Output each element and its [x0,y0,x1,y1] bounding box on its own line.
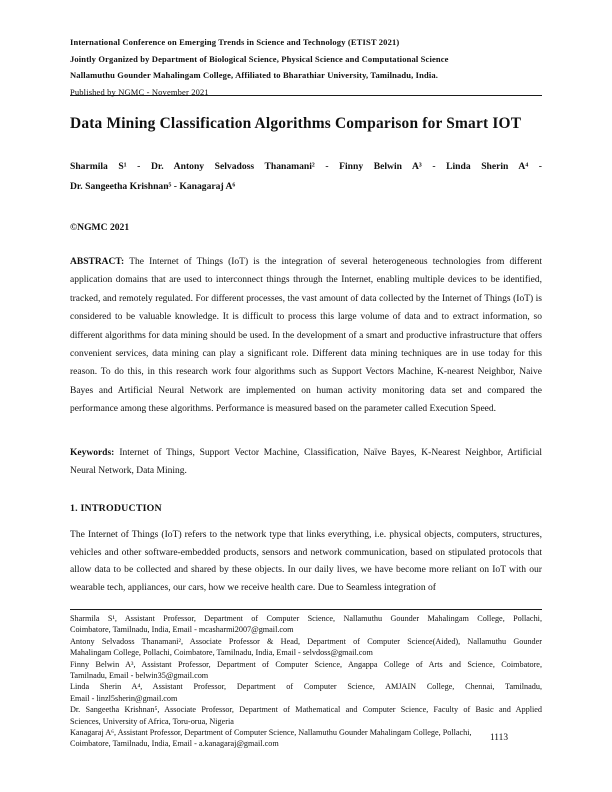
abstract-paragraph [70,253,542,419]
organizer-line: Jointly Organized by Department of Biological Science, Physical Science and Computational Science [70,53,449,64]
publisher-line: Published by NGMC - November 2021 [70,86,209,97]
section-heading-introduction: 1. INTRODUCTION [70,503,162,514]
abstract-label: ABSTRACT: [70,257,125,267]
keywords-label: Keywords: [70,448,115,458]
footnote-line: Coimbatore, Tamilnadu, India, Email - a.kanagaraj@gmail.com [70,739,279,749]
footnotes-block [70,613,542,750]
copyright-notice: ©NGMC 2021 [70,222,130,233]
footnote-line: Antony Selvadoss Thanamani², Associate Professor & Head, Department of Computer Science(Aided), Nallamuthu Gounder [70,636,542,646]
footnote-divider [70,609,542,610]
keywords-paragraph [70,444,542,481]
footnote-line: Sharmila S¹, Assistant Professor, Department of Computer Science, Nallamuthu Gounder Mahalingam College, Pollachi, [70,614,542,623]
author-list [70,157,542,196]
abstract-text: The Internet of Things (IoT) is the integration of several heterogeneous technologies from different application domains that are used to interconnect things through the Internet, enabling multiple devices to be identified, tracked, and remotely regulated. For different processes, the vast amount of data collected by the Internet of Things (IoT) is considered to be valuable knowledge. It is difficult to process this large volume of data and to extract information, so different algorithms for data mining should be used. In the development of a smart and productive infrastructure that offers convenient services, data mining can play a significant role. Different data mining techniques are in use today for this reason. To do this, in this research work four algorithms such as Support Vectors Machine, K-nearest Neighbor, Naive Bayes and Artificial Neural Network are implemented on human activity monitoring data set and compared the performance among these algorithms. Performance is measured based on the parameter called Execution Speed. [70,257,542,415]
footnote-line: Tamilnadu, Email - belwin35@gmail.com [70,671,209,681]
introduction-paragraph: The Internet of Things (IoT) refers to the network type that links everything, i.e. physical objects, computers, structures, vehicles and other software-embedded products, sensors and network communication, based on stipulated protocols that allow data to be collected and shared by these objects. In our daily lives, we have become more reliant on IoT with our wearable tech, appliances, our cars, how we receive health care. Due to Seamless integration of [70,529,542,593]
footnote-line: Mahalingam College, Pollachi, Coimbatore, Tamilnadu, India, Email - selvdoss@gmail.com [70,648,373,658]
footnote-line: Sciences, University of Africa, Toru-orua, Nigeria [70,716,234,726]
author-line-2: Dr. Sangeetha Krishnan⁵ - Kanagaraj A⁶ [70,180,236,192]
college-line: Nallamuthu Gounder Mahalingam College, Affiliated to Bharathiar University, Tamilnadu, India. [70,70,439,81]
footnote-line: Coimbatore, Tamilnadu, India, Email - mcasharmi2007@gmail.com [70,625,294,635]
author-line-1: Sharmila S¹ - Dr. Antony Selvadoss Thanamani² - Finny Belwin A³ - Linda Sherin A⁴ - [70,161,542,172]
conference-name: International Conference on Emerging Trends in Science and Technology (ETIST 2021) [70,37,400,47]
footnote-line: Email - linzl5sherin@gmail.com [70,693,178,703]
footnote-line: Dr. Sangeetha Krishnan⁵, Associate Professor, Department of Mathematical and Computer Science, Faculty of Basic and Applied [70,705,542,715]
page-number: 1113 [489,733,509,743]
header-divider [70,95,542,96]
footnote-line: Linda Sherin A⁴, Assistant Professor, Department of Computer Science, AMJAIN College, Chennai, Tamilnadu, [70,682,542,692]
footnote-line: Finny Belwin A³, Assistant Professor, Department of Computer Science, Angappa College of Arts and Science, Coimbatore, [70,659,542,669]
conference-header [70,34,542,100]
paper-title: Data Mining Classification Algorithms Comparison for Smart IOT [70,115,522,132]
footnote-line: Kanagaraj A⁶, Assistant Professor, Department of Computer Science, Nallamuthu Gounder Mahalingam College, Pollachi, [70,728,472,738]
keywords-text: Internet of Things, Support Vector Machine, Classification, Naïve Bayes, K-Nearest Neighbor, Artificial Neural Network, Data Mining. [70,448,542,477]
